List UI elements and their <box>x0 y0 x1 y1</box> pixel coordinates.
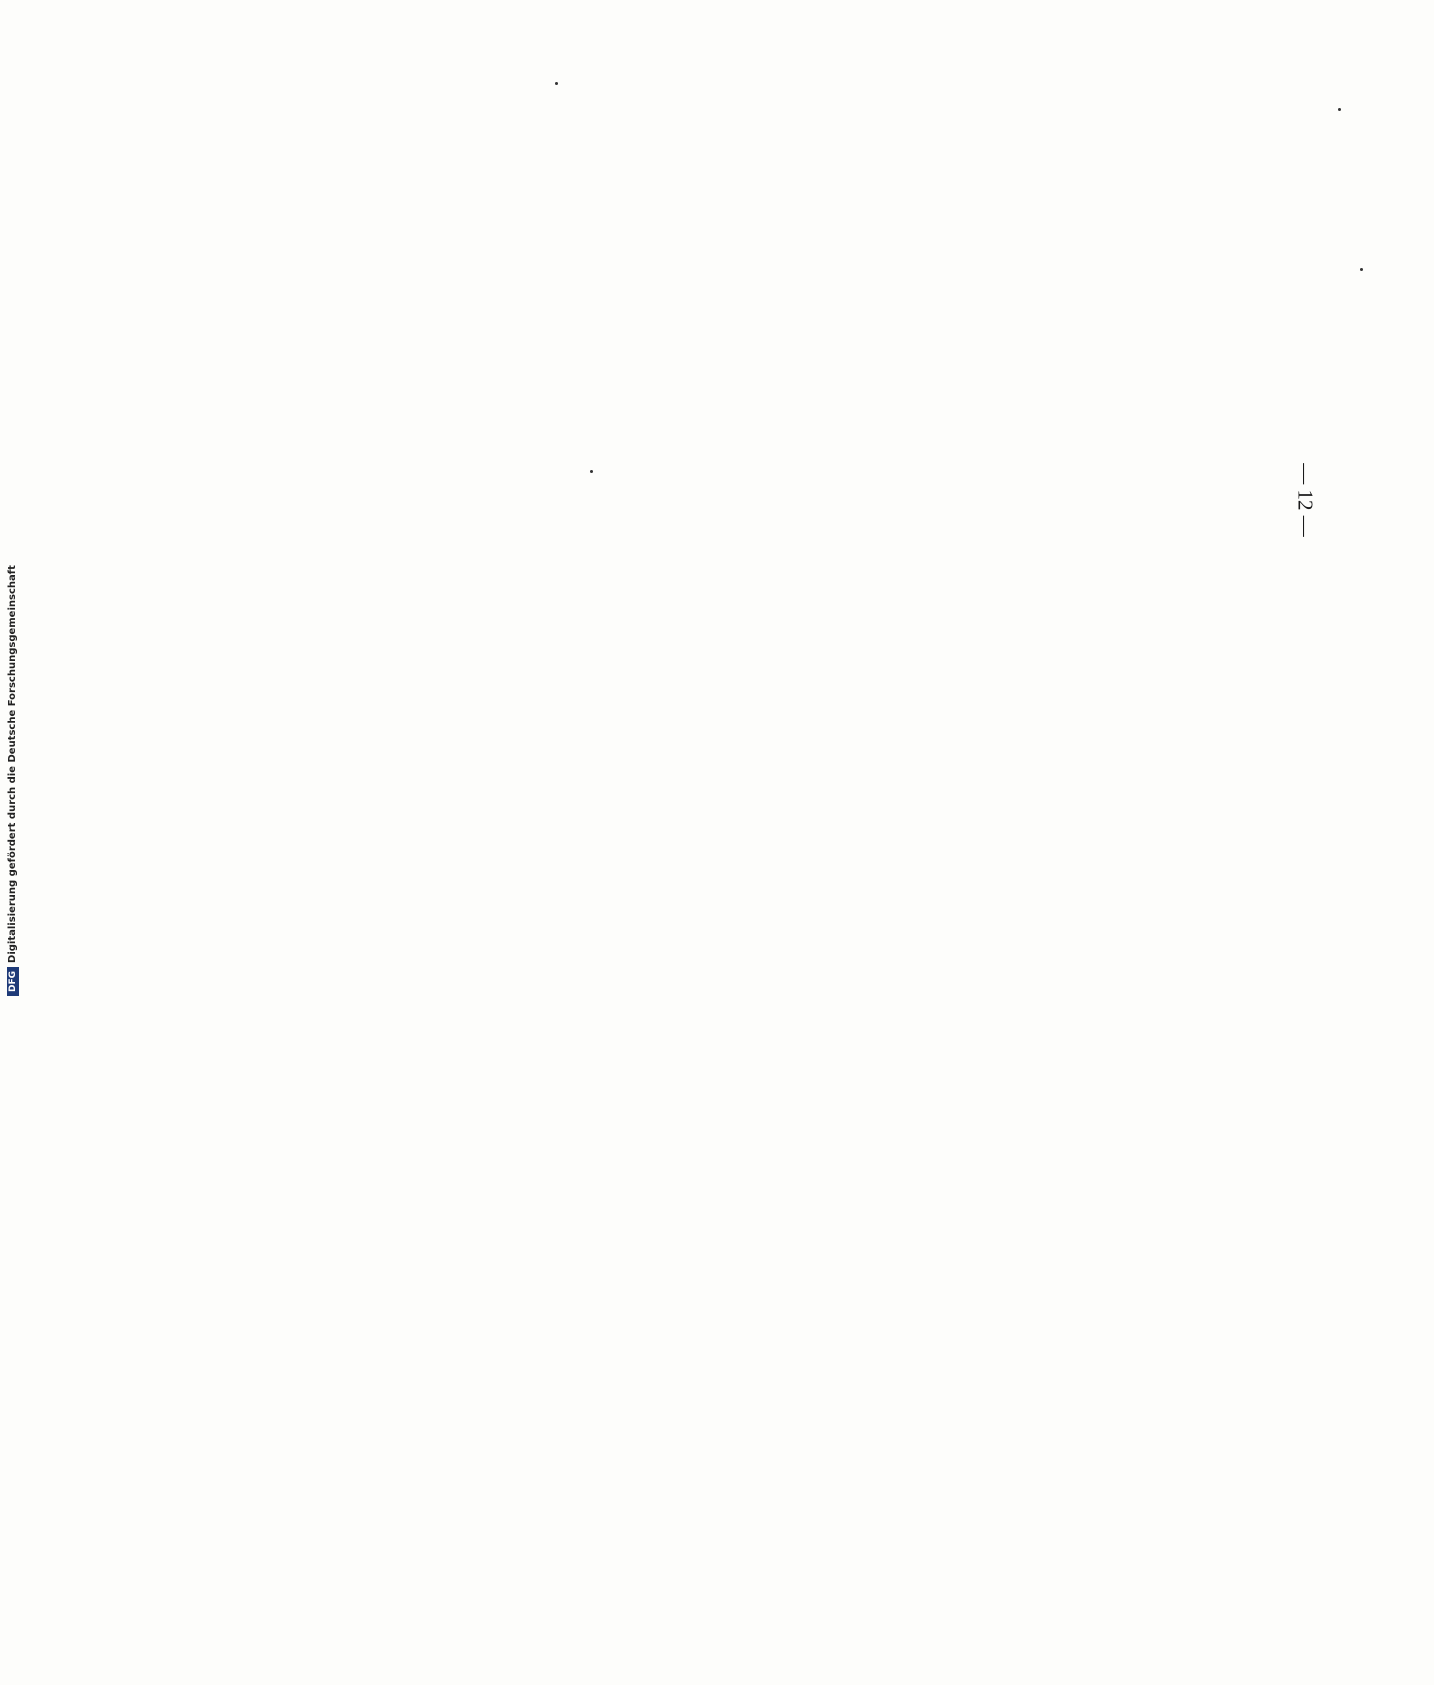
scan-speck <box>1338 108 1341 111</box>
dfg-logo: DFG <box>7 967 19 996</box>
footer-text: Digitalisierung gefördert durch die Deutsche Forschungsgemeinschaft <box>7 565 18 963</box>
scan-speck <box>555 82 558 85</box>
text-line <box>125 525 145 1685</box>
text-column-right <box>125 525 1285 895</box>
text-column-left <box>125 105 1285 483</box>
page-number: — 12 — <box>1293 463 1318 537</box>
footer-credit <box>7 565 19 996</box>
scan-speck <box>1360 268 1363 271</box>
